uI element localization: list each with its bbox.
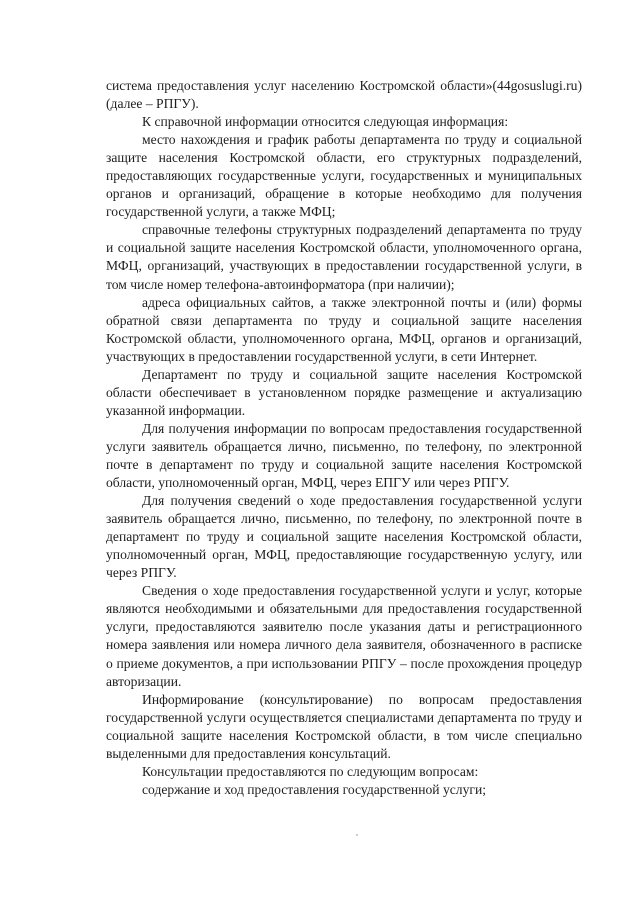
paragraph-5: адреса официальных сайтов, а также электронной почты и (или) формы обратной связи департамента по труду и социальной защите населения Костромской области, уполномоченного органа, МФЦ, органов и организаций, участвующих в предоставлении государственной услуги, в сети Интернет. [106, 294, 582, 364]
paragraph-12: содержание и ход предоставления государственной услуги; [142, 781, 486, 797]
paragraph-8: Для получения сведений о ходе предоставления государственной услуги заявитель обращается лично, письменно, по телефону, по электронной почте в департамент по труду и социальной защите населения Костромской области, уполномоченный орган, МФЦ, предоставляющие государственную услугу, или через РПГУ. [106, 493, 582, 581]
paragraph-1: система предоставления услуг населению Костромской области»(44gosuslugi.ru) (далее – РПГУ). [106, 78, 582, 112]
paragraph-4: справочные телефоны структурных подразделений департамента по труду и социальной защите населения Костромской области, уполномоченного органа, МФЦ, организаций, участвующих в предоставлении государственной услуги, в том числе номер телефона-автоинформатора (при наличии); [106, 222, 582, 292]
paragraph-9: Сведения о ходе предоставления государственной услуги и услуг, которые являются необходимыми и обязательными для предоставления государственной услуги, предоставляются заявителю после указания даты и регистрационного номера заявления или номера личного дела заявителя, обозначенного в расписке о приеме документов, а при использовании РПГУ – после прохождения процедур авторизации. [106, 583, 582, 689]
scan-speck [356, 834, 358, 836]
paragraph-10: Информирование (консультирование) по вопросам предоставления государственной услуги осуществляется специалистами департамента по труду и социальной защите населения Костромской области, в том числе специально выделенными для предоставления консультаций. [106, 691, 582, 761]
document-body [106, 77, 582, 799]
paragraph-3: место нахождения и график работы департамента по труду и социальной защите населения Костромской области, его структурных подразделений, предоставляющих государственные услуги, государственных и муниципальных органов и организаций, обращение в которые необходимо для получения государственной услуги, а также МФЦ; [106, 132, 582, 220]
paragraph-11: Консультации предоставляются по следующим вопросам: [142, 763, 479, 779]
paragraph-2: К справочной информации относится следующая информация: [142, 114, 509, 130]
paragraph-6: Департамент по труду и социальной защите населения Костромской области обеспечивает в установленном порядке размещение и актуализацию указанной информации. [106, 366, 582, 418]
paragraph-7: Для получения информации по вопросам предоставления государственной услуги заявитель обращается лично, письменно, по телефону, по электронной почте в департамент по труду и социальной защите населения Костромской области, уполномоченный орган, МФЦ, через ЕПГУ или через РПГУ. [106, 420, 582, 491]
